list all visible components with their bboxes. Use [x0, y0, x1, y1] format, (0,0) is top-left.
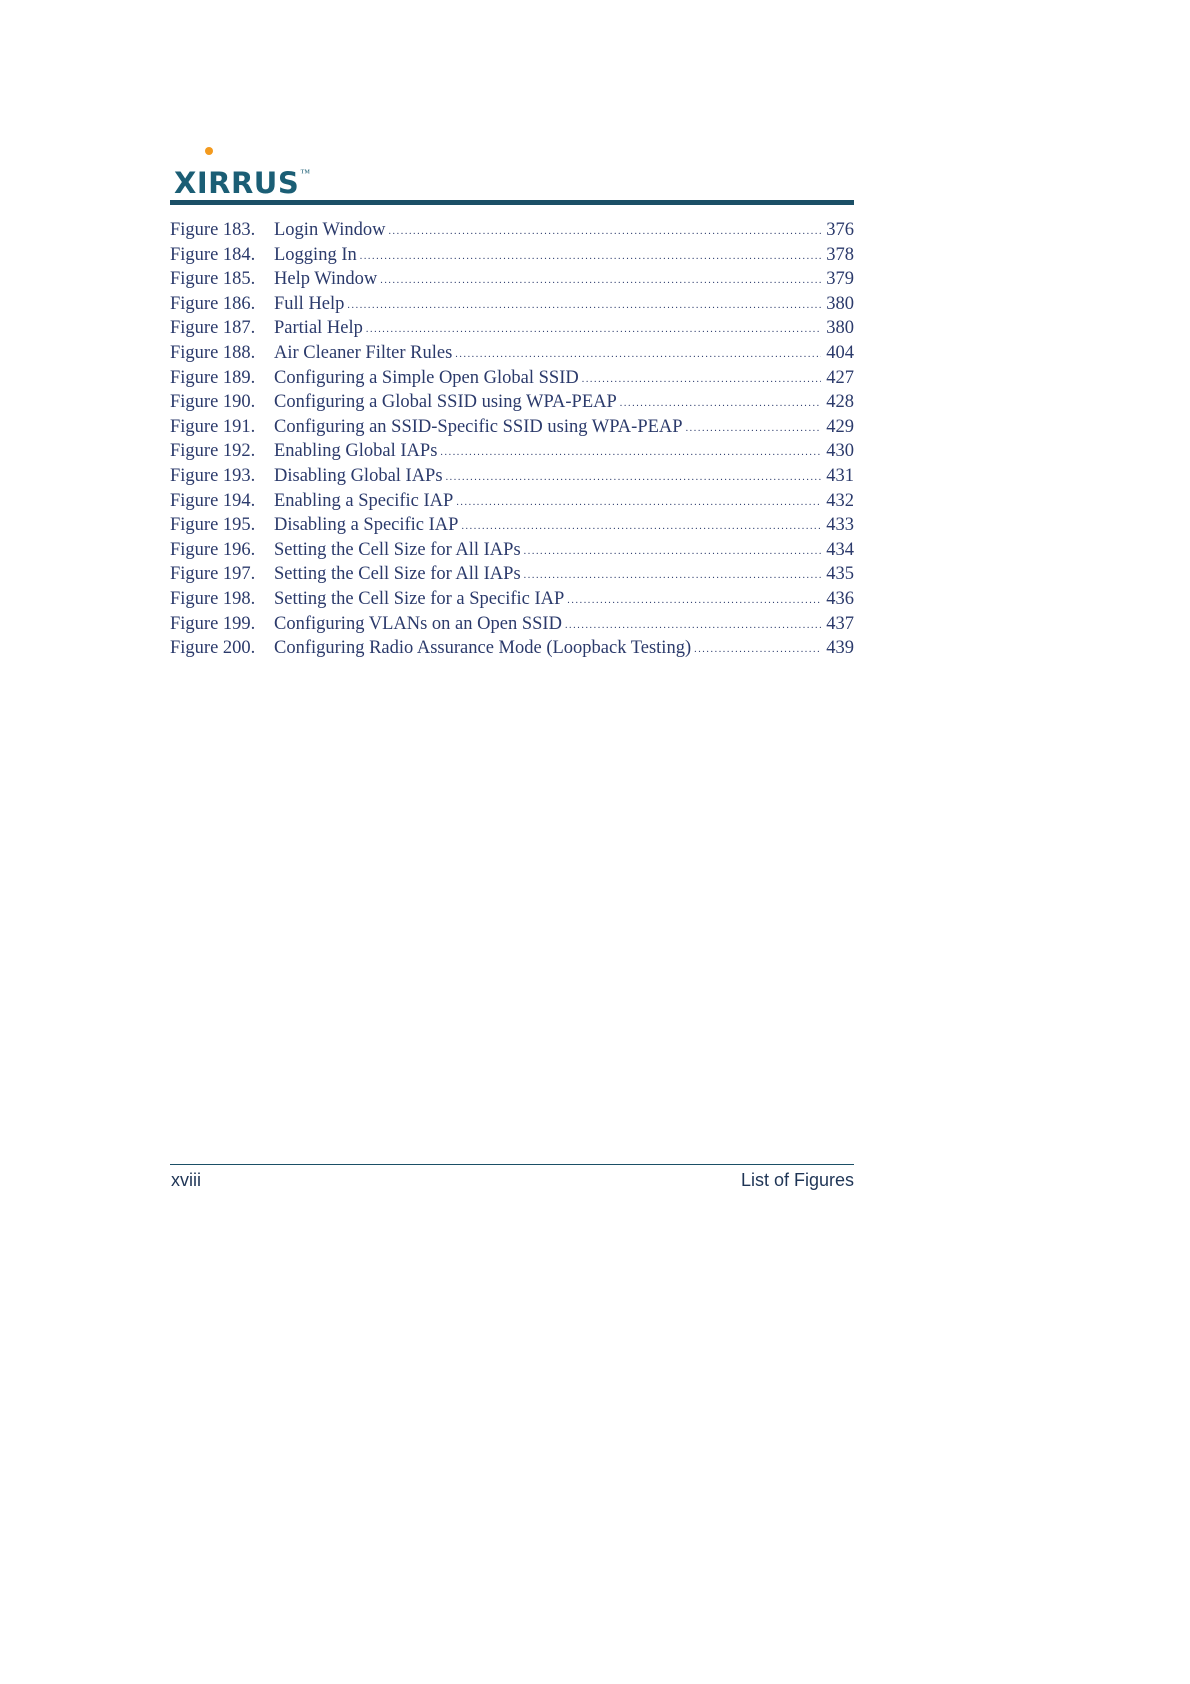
figure-number: Figure 185.	[170, 269, 256, 290]
figure-title: Setting the Cell Size for a Specific IAP	[274, 588, 565, 609]
toc-entry[interactable]	[170, 316, 854, 341]
toc-entry[interactable]	[170, 439, 854, 464]
xirrus-logo	[174, 158, 310, 198]
figure-number: Figure 190.	[170, 392, 256, 413]
figure-title: Configuring Radio Assurance Mode (Loopback Testing)	[274, 638, 692, 659]
list-of-figures	[170, 218, 854, 661]
figure-page-number: 435	[826, 564, 854, 585]
footer-divider	[170, 1164, 854, 1165]
figure-number: Figure 189.	[170, 367, 256, 388]
figure-number: Figure 188.	[170, 342, 256, 363]
figure-title: Air Cleaner Filter Rules	[274, 342, 453, 363]
toc-entry[interactable]	[170, 366, 854, 391]
figure-title: Disabling Global IAPs	[274, 465, 443, 486]
figure-number: Figure 196.	[170, 539, 256, 560]
figure-title: Enabling Global IAPs	[274, 441, 438, 462]
trademark-mark: ™	[300, 168, 311, 179]
figure-page-number: 427	[826, 367, 854, 388]
figure-page-number: 433	[826, 515, 854, 536]
toc-entry[interactable]	[170, 587, 854, 612]
figure-page-number: 380	[826, 293, 854, 314]
figure-page-number: 434	[826, 539, 854, 560]
figure-number: Figure 187.	[170, 318, 256, 339]
dot-leader	[686, 417, 821, 442]
toc-entry[interactable]	[170, 267, 854, 292]
toc-entry[interactable]	[170, 612, 854, 637]
logo-accent-dot-icon	[205, 147, 213, 155]
figure-page-number: 431	[826, 465, 854, 486]
figure-page-number: 430	[826, 441, 854, 462]
dot-leader	[582, 368, 821, 393]
figure-page-number: 439	[826, 638, 854, 659]
figure-number: Figure 199.	[170, 613, 256, 634]
figure-number: Figure 195.	[170, 515, 256, 536]
dot-leader	[388, 220, 821, 245]
page-number: xviii	[171, 1170, 201, 1190]
dot-leader	[455, 343, 821, 368]
figure-number: Figure 194.	[170, 490, 256, 511]
figure-title: Partial Help	[274, 318, 363, 339]
figure-number: Figure 192.	[170, 441, 256, 462]
figure-title: Enabling a Specific IAP	[274, 490, 454, 511]
dot-leader	[567, 589, 821, 614]
toc-entry[interactable]	[170, 636, 854, 661]
figure-number: Figure 191.	[170, 416, 256, 437]
toc-entry[interactable]	[170, 390, 854, 415]
dot-leader	[461, 515, 821, 540]
dot-leader	[565, 614, 821, 639]
logo-wordmark: XIRRUS	[174, 166, 300, 200]
dot-leader	[347, 294, 821, 319]
figure-title: Login Window	[274, 220, 386, 240]
dot-leader	[524, 540, 821, 565]
figure-number: Figure 184.	[170, 244, 256, 265]
toc-entry[interactable]	[170, 562, 854, 587]
toc-entry[interactable]	[170, 243, 854, 268]
figure-number: Figure 193.	[170, 465, 256, 486]
figure-title: Configuring a Global SSID using WPA-PEAP	[274, 392, 617, 413]
dot-leader	[360, 245, 821, 270]
figure-title: Configuring a Simple Open Global SSID	[274, 367, 579, 388]
toc-entry[interactable]	[170, 489, 854, 514]
figure-title: Help Window	[274, 269, 378, 290]
figure-page-number: 428	[826, 392, 854, 413]
toc-entry[interactable]	[170, 218, 854, 243]
figure-title: Logging In	[274, 244, 357, 265]
figure-number: Figure 186.	[170, 293, 256, 314]
toc-entry[interactable]	[170, 415, 854, 440]
figure-number: Figure 197.	[170, 564, 256, 585]
figure-number: Figure 183.	[170, 220, 256, 240]
dot-leader	[524, 564, 821, 589]
toc-entry[interactable]	[170, 464, 854, 489]
figure-number: Figure 200.	[170, 638, 256, 659]
figure-page-number: 429	[826, 416, 854, 437]
dot-leader	[694, 638, 821, 663]
figure-page-number: 379	[826, 269, 854, 290]
dot-leader	[380, 269, 821, 294]
toc-entry[interactable]	[170, 538, 854, 563]
figure-title: Configuring an SSID-Specific SSID using WPA-PEAP	[274, 416, 683, 437]
figure-title: Configuring VLANs on an Open SSID	[274, 613, 562, 634]
toc-entry[interactable]	[170, 513, 854, 538]
figure-title: Setting the Cell Size for All IAPs	[274, 564, 521, 585]
figure-title: Full Help	[274, 293, 345, 314]
figure-title: Setting the Cell Size for All IAPs	[274, 539, 521, 560]
figure-page-number: 437	[826, 613, 854, 634]
dot-leader	[440, 441, 821, 466]
figure-number: Figure 198.	[170, 588, 256, 609]
figure-page-number: 436	[826, 588, 854, 609]
dot-leader	[620, 392, 821, 417]
figure-page-number: 378	[826, 244, 854, 265]
figure-page-number: 432	[826, 490, 854, 511]
dot-leader	[446, 466, 821, 491]
section-title: List of Figures	[740, 1170, 854, 1190]
toc-entry[interactable]	[170, 292, 854, 317]
figure-page-number: 404	[826, 342, 854, 363]
toc-entry[interactable]	[170, 341, 854, 366]
dot-leader	[456, 491, 821, 516]
header-divider	[170, 200, 854, 205]
figure-page-number: 380	[826, 318, 854, 339]
figure-page-number: 376	[826, 220, 854, 240]
figure-title: Disabling a Specific IAP	[274, 515, 459, 536]
dot-leader	[366, 318, 821, 343]
